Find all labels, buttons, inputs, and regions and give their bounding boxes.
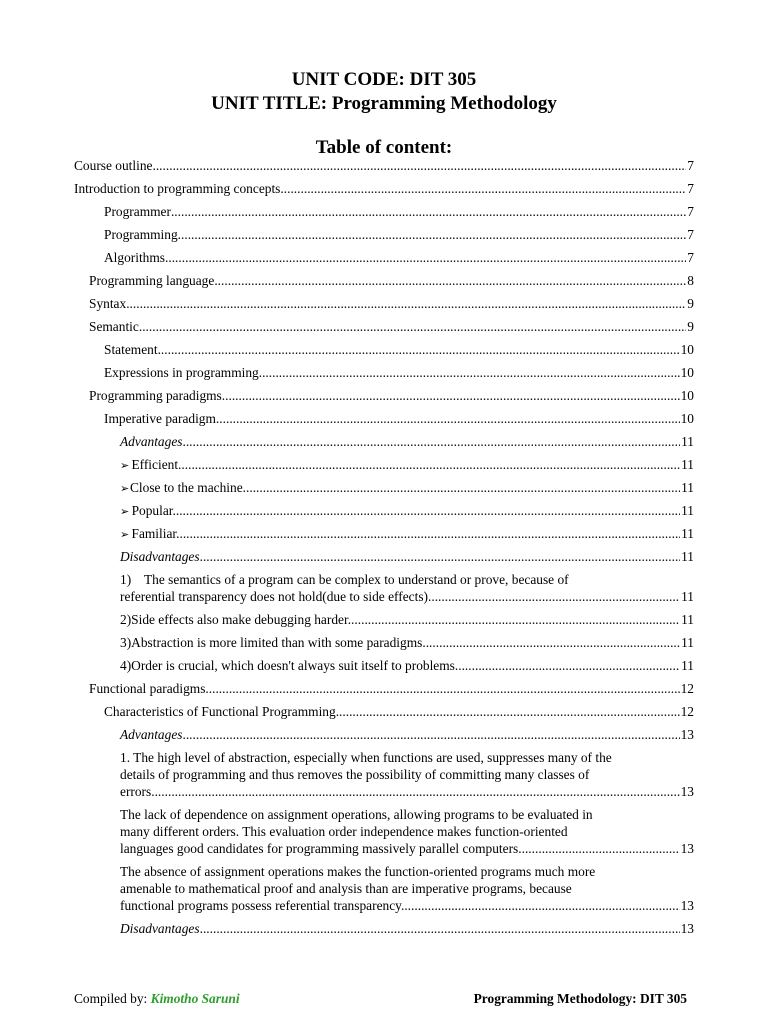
toc-entry-label: errors. [120, 784, 155, 799]
toc-entry[interactable] [74, 863, 694, 920]
dot-leader [205, 680, 679, 697]
toc-entry[interactable] [74, 611, 694, 634]
toc-entry[interactable] [74, 703, 694, 726]
toc-entry-page: 12 [680, 704, 694, 719]
toc-entry-page: 13 [680, 841, 694, 856]
dot-leader [152, 157, 686, 174]
toc-entry[interactable] [74, 433, 694, 456]
toc-entry-label: Familiar. [131, 526, 180, 541]
author-name: Kimotho Saruni [150, 991, 240, 1006]
toc-entry-label: languages good candidates for programming massively parallel computers. [120, 841, 522, 856]
toc-entry[interactable] [74, 180, 694, 203]
toc-entry-label: Course outline [74, 158, 153, 173]
toc-entry[interactable] [74, 341, 694, 364]
toc-entry[interactable] [74, 272, 694, 295]
toc-entry-label: Characteristics of Functional Programming [104, 704, 336, 719]
toc-entry-label: Order is crucial, which doesn't always suit itself to problems. [131, 658, 459, 673]
dot-leader [158, 341, 680, 358]
toc-entry-label: Functional paradigms [89, 681, 206, 696]
toc-entry-text: amenable to mathematical proof and analysis than are imperative programs, because [120, 881, 572, 896]
dot-leader [404, 897, 679, 914]
toc-entry-page: 11 [681, 658, 694, 673]
title-block [0, 68, 768, 116]
toc-entry[interactable] [74, 634, 694, 657]
toc-entry[interactable] [74, 680, 694, 703]
dot-leader [458, 657, 680, 674]
toc-entry-label: Advantages [120, 434, 183, 449]
toc-entry-page: 9 [687, 319, 694, 334]
toc-entry[interactable] [74, 920, 694, 943]
toc-entry[interactable] [74, 749, 694, 806]
toc-entry[interactable] [74, 571, 694, 611]
table-of-contents [74, 157, 694, 943]
toc-entry[interactable] [74, 203, 694, 226]
toc-entry-label: Expressions in programming [104, 365, 259, 380]
footer-course: Programming Methodology: DIT 305 [473, 991, 687, 1006]
toc-entry[interactable] [74, 387, 694, 410]
dot-leader [181, 456, 680, 473]
toc-entry-text: The absence of assignment operations makes the function-oriented programs much more [120, 864, 596, 879]
arrow-bullet-icon: ➢ [120, 459, 130, 472]
toc-entry-text: The semantics of a program can be complex to understand or prove, because of [144, 572, 569, 587]
dot-leader [182, 726, 679, 743]
dot-leader [246, 479, 680, 496]
toc-entry[interactable] [74, 548, 694, 571]
toc-entry-page: 8 [687, 273, 694, 288]
toc-entry-page: 11 [681, 457, 694, 472]
toc-entry-page: 11 [681, 434, 694, 449]
dot-leader [155, 783, 680, 800]
toc-entry-text: many different orders. This evaluation order independence makes function-oriented [120, 824, 568, 839]
toc-entry[interactable] [74, 479, 694, 502]
dot-leader [179, 525, 680, 542]
toc-entry-number: 4) [120, 658, 132, 673]
toc-entry[interactable] [74, 249, 694, 272]
toc-entry-label: Programming paradigms [89, 388, 222, 403]
toc-entry[interactable] [74, 295, 694, 318]
toc-entry-page: 13 [680, 784, 694, 799]
dot-leader [218, 272, 687, 289]
toc-entry-label: Side effects also make debugging harder. [131, 612, 352, 627]
toc-entry-page: 13 [680, 727, 694, 742]
toc-entry-label: referential transparency does not hold(due to side effects). [120, 589, 432, 604]
dot-leader [426, 634, 680, 651]
toc-entry-page: 11 [681, 635, 694, 650]
dot-leader [139, 318, 686, 335]
toc-entry-page: 13 [680, 921, 694, 936]
dot-leader [280, 180, 686, 197]
dot-leader [178, 226, 687, 243]
toc-entry-page: 11 [681, 589, 694, 604]
unit-title: UNIT TITLE: Programming Methodology [211, 93, 557, 114]
toc-entry-page: 11 [681, 503, 694, 518]
toc-entry[interactable] [74, 364, 694, 387]
toc-entry[interactable] [74, 410, 694, 433]
dot-leader [336, 703, 680, 720]
toc-entry-page: 9 [687, 296, 694, 311]
toc-entry-page: 7 [687, 158, 694, 173]
dot-leader [165, 249, 686, 266]
dot-leader [176, 502, 680, 519]
dot-leader [200, 920, 680, 937]
toc-entry-label: Disadvantages [120, 921, 200, 936]
dot-leader [351, 611, 680, 628]
toc-entry-page: 11 [681, 480, 694, 495]
compiled-by-label: Compiled by: [74, 991, 148, 1006]
toc-entry-label: Imperative paradigm [104, 411, 216, 426]
arrow-bullet-icon: ➢ [120, 482, 130, 495]
toc-entry-label: Semantic [89, 319, 139, 334]
unit-code: UNIT CODE: DIT 305 [291, 69, 477, 90]
toc-entry-page: 11 [681, 549, 694, 564]
toc-entry-number: 3) [120, 635, 132, 650]
toc-entry-number: 1) [120, 572, 132, 587]
toc-entry-page: 10 [680, 388, 694, 403]
toc-entry[interactable] [74, 226, 694, 249]
toc-entry[interactable] [74, 806, 694, 863]
arrow-bullet-icon: ➢ [120, 505, 130, 518]
toc-entry[interactable] [74, 726, 694, 749]
toc-entry-text: 1. The high level of abstraction, especially when functions are used, suppresses many of the [120, 750, 612, 765]
toc-entry-page: 7 [687, 181, 694, 196]
toc-entry-label: Syntax [89, 296, 127, 311]
toc-entry-label: Programming language. [89, 273, 218, 288]
toc-entry-page: 10 [680, 411, 694, 426]
toc-entry[interactable] [74, 502, 694, 525]
dot-leader [126, 295, 686, 312]
toc-entry-page: 12 [680, 681, 694, 696]
toc-entry-text: The lack of dependence on assignment operations, allowing programs to be evaluated in [120, 807, 593, 822]
toc-entry-label: Abstraction is more limited than with some paradigms. [131, 635, 426, 650]
toc-entry-label: functional programs possess referential transparency. [120, 898, 405, 913]
toc-entry[interactable] [74, 157, 694, 180]
dot-leader [222, 387, 680, 404]
dot-leader [182, 433, 680, 450]
dot-leader [431, 588, 680, 605]
toc-entry-page: 10 [680, 365, 694, 380]
toc-entry-page: 7 [687, 227, 694, 242]
toc-entry[interactable] [74, 456, 694, 479]
toc-entry-page: 10 [680, 342, 694, 357]
toc-entry-text: details of programming and thus removes the possibility of committing many classes of [120, 767, 590, 782]
toc-entry-number: 2) [120, 612, 132, 627]
toc-entry-label: Popular. [131, 503, 176, 518]
toc-heading: Table of content: [315, 137, 453, 158]
toc-entry-label: Programming [104, 227, 178, 242]
dot-leader [259, 364, 680, 381]
toc-entry-page: 11 [681, 526, 694, 541]
footer-credit [74, 990, 240, 1007]
toc-entry-page: 11 [681, 612, 694, 627]
toc-entry-label: Disadvantages [120, 549, 200, 564]
toc-entry[interactable] [74, 318, 694, 341]
toc-entry-page: 13 [680, 898, 694, 913]
toc-entry-label: Advantages [120, 727, 183, 742]
toc-entry[interactable] [74, 525, 694, 548]
toc-entry-label: Algorithms [104, 250, 166, 265]
toc-entry-label: Close to the machine. [129, 480, 246, 495]
toc-entry-page: 7 [687, 204, 694, 219]
dot-leader [200, 548, 681, 565]
dot-leader [216, 410, 680, 427]
dot-leader [522, 840, 680, 857]
toc-entry-label: Introduction to programming concepts [74, 181, 281, 196]
toc-entry[interactable] [74, 657, 694, 680]
toc-entry-label: Programmer [104, 204, 171, 219]
dot-leader [171, 203, 686, 220]
arrow-bullet-icon: ➢ [120, 528, 130, 541]
toc-entry-label: Statement [104, 342, 158, 357]
toc-entry-label: Efficient. [131, 457, 182, 472]
toc-entry-page: 7 [687, 250, 694, 265]
